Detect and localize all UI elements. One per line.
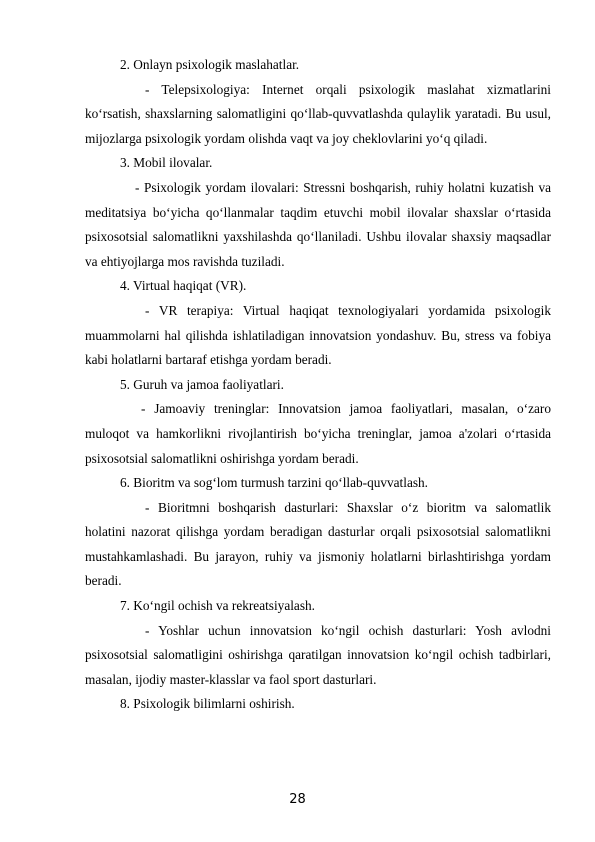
section-paragraph: - Yoshlar uchun innovatsion ko‘ngil ochish dasturlari: Yosh avlodni psixosotsial salomatligini oshirishga qaratilgan innovatsion ko‘ngil ochish tadbirlari, masalan, ijodiy master-klasslar va faol sport dasturlari. <box>85 622 551 687</box>
section-heading: 7. Ko‘ngil ochish va rekreatsiyalash. <box>120 598 315 614</box>
section-paragraph: - Jamoaviy treninglar: Innovatsion jamoa faoliyatlari, masalan, o‘zaro muloqot va hamkorlikni rivojlantirish bo‘yicha treninglar, jamoa a'zolari o‘rtasida psixosotsial salomatlikni oshirishga yordam beradi. <box>85 401 551 466</box>
page-content <box>85 53 551 717</box>
section-paragraph: - Psixologik yordam ilovalari: Stressni boshqarish, ruhiy holatni kuzatish va meditatsiya bo‘yicha qo‘llanmalar taqdim etuvchi mobil ilovalar shaxslar o‘rtasida psixosotsial salomatlikni yaxshilashda qo‘llaniladi. Ushbu ilovalar shaxsiy maqsadlar va ehtiyojlarga mos ravishda tuziladi. <box>85 179 551 269</box>
section-heading: 8. Psixologik bilimlarni oshirish. <box>120 696 295 712</box>
section-heading: 3. Mobil ilovalar. <box>120 155 213 171</box>
section-paragraph: - Telepsixologiya: Internet orqali psixologik maslahat xizmatlarini ko‘rsatish, shaxslarning salomatligini qo‘llab-quvvatlashda qulaylik yaratadi. Bu usul, mijozlarga psixologik yordam olishda vaqt va joy cheklovlarini yo‘q qiladi. <box>85 81 551 146</box>
section-heading: 2. Onlayn psixologik maslahatlar. <box>120 57 300 72</box>
section-paragraph: - VR terapiya: Virtual haqiqat texnologiyalari yordamida psixologik muammolarni hal qilishda ishlatiladigan innovatsion yondashuv. Bu, stress va fobiya kabi holatlarni bartaraf etishga yordam beradi. <box>85 302 551 368</box>
section-heading: 6. Bioritm va sog‘lom turmush tarzini qo‘llab-quvvatlash. <box>120 475 428 491</box>
page-number: 28 <box>289 792 306 807</box>
section-heading: 4. Virtual haqiqat (VR). <box>120 278 247 294</box>
section-paragraph: - Bioritmni boshqarish dasturlari: Shaxslar o‘z bioritm va salomatlik holatini nazorat qilishga yordam beradigan dasturlar orqali psixosotsial salomatlikni mustahkamlashadi. Bu jarayon, ruhiy va jismoniy holatlarni birlashtirishga yordam beradi. <box>85 499 551 589</box>
section-heading: 5. Guruh va jamoa faoliyatlari. <box>120 376 284 392</box>
